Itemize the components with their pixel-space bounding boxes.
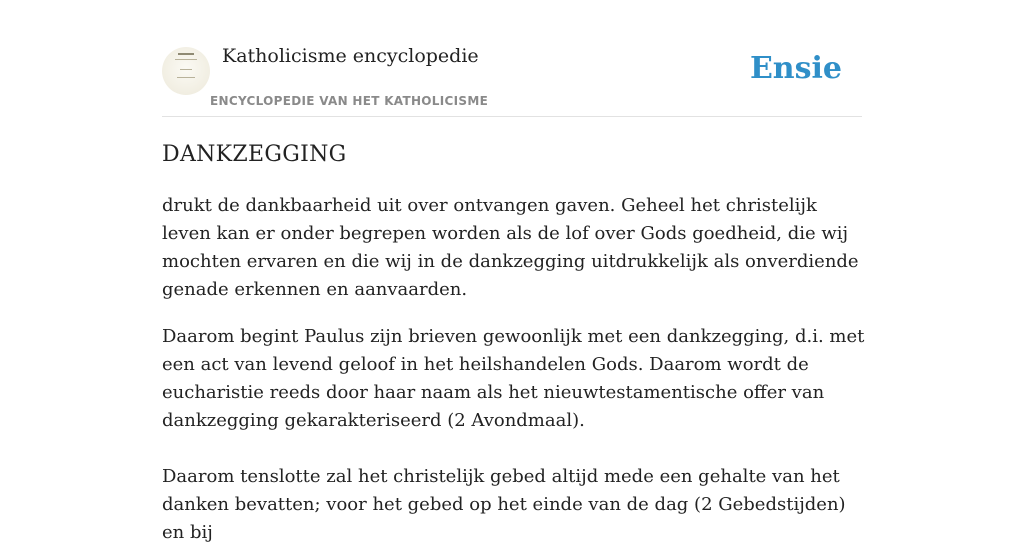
logo-line: [177, 77, 195, 78]
article-paragraph: Daarom tenslotte zal het christelijk gebed altijd mede een gehalte van het danken bevatten; voor het gebed op het einde van de dag (2 Gebedstijden) en bij: [162, 466, 846, 543]
article: [162, 140, 866, 547]
site-title[interactable]: Katholicisme encyclopedie: [222, 45, 479, 67]
logo-line: [180, 69, 192, 70]
site-logo-icon[interactable]: [162, 47, 210, 95]
logo-line: [178, 53, 194, 55]
ensie-brand-link[interactable]: Ensie: [749, 51, 842, 86]
logo-line: [175, 59, 197, 60]
article-paragraph: Daarom begint Paulus zijn brieven gewoonlijk met een dankzegging, d.i. met een act van levend geloof in het heilshandelen Gods. Daarom wordt de eucharistie reeds door haar naam als het nieuwtestamentische offer van dankzegging gekarakteriseerd (2 Avondmaal).: [162, 326, 865, 431]
site-subtitle: ENCYCLOPEDIE VAN HET KATHOLICISME: [210, 94, 489, 108]
article-paragraph: drukt de dankbaarheid uit over ontvangen gaven. Geheel het christelijk leven kan er onder begrepen worden als de lof over Gods goedheid, die wij mochten ervaren en die wij in de dankzegging uitdrukkelijk als onverdiende genade erkennen en aanvaarden.: [162, 195, 859, 300]
article-title: DANKZEGGING: [162, 142, 347, 167]
site-header: [162, 0, 862, 117]
